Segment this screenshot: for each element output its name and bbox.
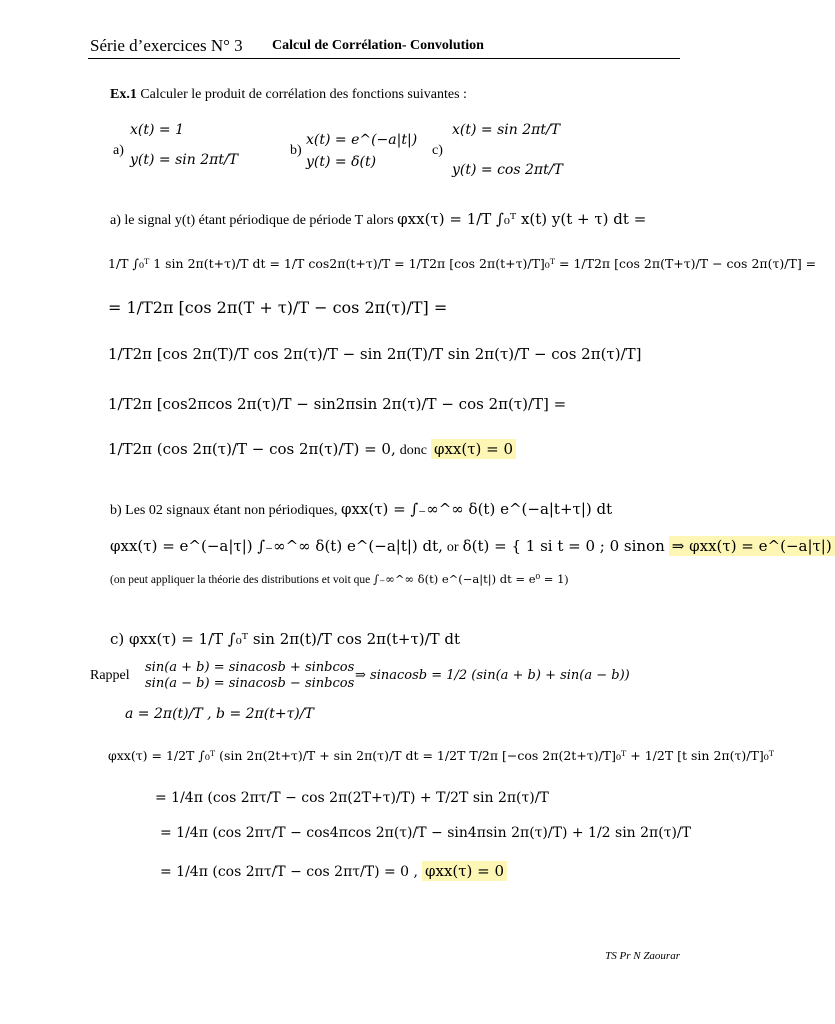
part-a-line2: = 1/T2π [cos 2π(T + τ)/T − cos 2π(τ)/T] = — [108, 298, 448, 317]
part-c-line1: φxx(τ) = 1/2T ∫₀ᵀ (sin 2π(2t+τ)/T + sin 2π(τ)/T dt = 1/2T T/2π [−cos 2π(2t+τ)/T]₀ᵀ + 1/2T [t sin 2π(τ)/T]₀ᵀ — [108, 748, 774, 763]
case-b-label: b) — [290, 143, 302, 158]
part-a-formula: φxx(τ) = 1/T ∫₀ᵀ x(t) y(t + τ) dt = — [397, 210, 647, 228]
part-c-line3: = 1/4π (cos 2πτ/T − cos4πcos 2π(τ)/T − sin4πsin 2π(τ)/T) + 1/2 sin 2π(τ)/T — [160, 825, 691, 841]
part-b-intro-text: b) Les 02 signaux étant non périodiques, — [110, 503, 338, 518]
part-a-line3: 1/T2π [cos 2π(T)/T cos 2π(τ)/T − sin 2π(T)/T sin 2π(τ)/T − cos 2π(τ)/T] — [108, 345, 642, 363]
exercise-text: Calculer le produit de corrélation des fonctions suivantes : — [140, 87, 467, 102]
part-b-note-close: ) — [564, 574, 569, 586]
part-b-result: ⇒ φxx(τ) = e^(−a|τ|) — [669, 536, 835, 556]
part-b-delta: δ(t) = { 1 si t = 0 ; 0 sinon — [462, 537, 665, 555]
part-a-intro — [110, 210, 646, 229]
part-b-note-math: ∫₋∞^∞ δ(t) e^(−a|t|) dt = e⁰ = 1 — [373, 572, 565, 586]
part-a-result: φxx(τ) = 0 — [431, 439, 516, 459]
part-b-or: or — [446, 540, 459, 555]
part-a-donc: donc — [399, 443, 427, 458]
part-a-intro-text: a) le signal y(t) étant périodique de période T alors — [110, 213, 394, 228]
part-c-line4 — [160, 862, 507, 881]
page-subtitle: Calcul de Corrélation- Convolution — [272, 38, 484, 53]
case-c-x: x(t) = sin 2πt/T — [452, 122, 560, 138]
case-a-x: x(t) = 1 — [130, 122, 184, 138]
part-b-line1 — [110, 537, 835, 556]
case-b-y: y(t) = δ(t) — [306, 154, 377, 170]
exercise-label: Ex.1 — [110, 87, 137, 102]
part-c-result: φxx(τ) = 0 — [422, 861, 507, 881]
case-b-x: x(t) = e^(−a|t|) — [306, 132, 418, 148]
part-b-note-text: (on peut appliquer la théorie des distributions et voit que — [110, 574, 371, 586]
exercise-statement — [110, 87, 467, 103]
case-c-label: c) — [432, 143, 443, 158]
part-a-line5-math: 1/T2π (cos 2π(τ)/T − cos 2π(τ)/T) = 0, — [108, 440, 396, 458]
case-c-y: y(t) = cos 2πt/T — [452, 162, 563, 178]
part-a-line5 — [108, 440, 516, 459]
rappel-line2: sin(a − b) = sinacosb − sinbcos — [145, 676, 355, 691]
part-b-formula: φxx(τ) = ∫₋∞^∞ δ(t) e^(−a|t+τ|) dt — [340, 500, 613, 518]
part-b-intro — [110, 500, 612, 519]
ab-definitions: a = 2π(t)/T , b = 2π(t+τ)/T — [125, 706, 314, 722]
header-rule — [88, 58, 680, 59]
rappel-label: Rappel — [90, 668, 130, 683]
rappel-line1: sin(a + b) = sinacosb + sinbcos — [145, 660, 355, 675]
part-c-line4-math: = 1/4π (cos 2πτ/T − cos 2πτ/T) = 0 , — [160, 864, 418, 880]
part-b-line1-math: φxx(τ) = e^(−a|τ|) ∫₋∞^∞ δ(t) e^(−a|t|) dt, — [110, 537, 443, 555]
case-a-label: a) — [113, 143, 124, 158]
page-title: Série d’exercices N° 3 — [90, 36, 243, 55]
part-c-line0: c) φxx(τ) = 1/T ∫₀ᵀ sin 2π(t)/T cos 2π(t+τ)/T dt — [110, 630, 461, 648]
part-a-line4: 1/T2π [cos2πcos 2π(τ)/T − sin2πsin 2π(τ)/T − cos 2π(τ)/T] = — [108, 395, 567, 413]
case-a-y: y(t) = sin 2πt/T — [130, 152, 239, 168]
part-c-line2: = 1/4π (cos 2πτ/T − cos 2π(2T+τ)/T) + T/2T sin 2π(τ)/T — [155, 790, 549, 806]
footer-author: TS Pr N Zaourar — [605, 950, 680, 962]
part-a-line1: 1/T ∫₀ᵀ 1 sin 2π(t+τ)/T dt = 1/T cos2π(t+τ)/T = 1/T2π [cos 2π(t+τ)/T]₀ᵀ = 1/T2π [cos 2π(T+τ)/T − cos 2π(τ)/T] = — [108, 256, 817, 271]
rappel-result: ⇒ sinacosb = 1/2 (sin(a + b) + sin(a − b)) — [355, 668, 630, 683]
part-b-note — [110, 572, 568, 586]
